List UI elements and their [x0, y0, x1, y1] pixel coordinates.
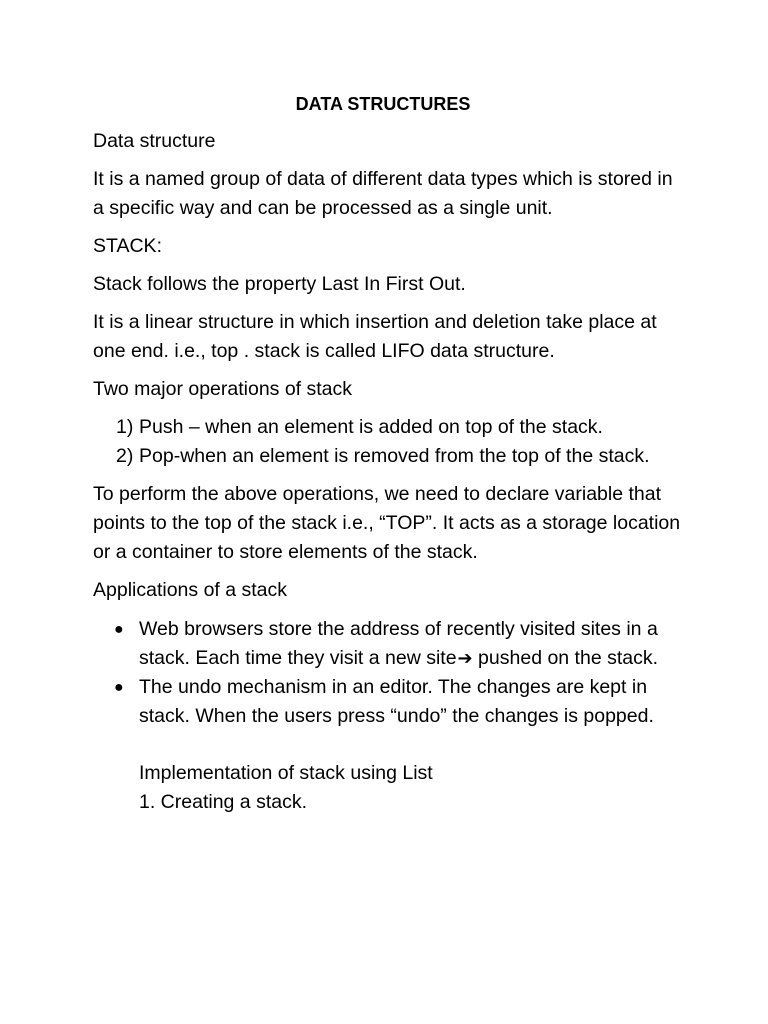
list-item [93, 413, 683, 442]
applications-list [93, 615, 683, 731]
implementation-step: 1. Creating a stack. [139, 791, 307, 813]
list-item-text: Web browsers store the address of recently visited sites in a stack. Each time they visit a new site [139, 618, 658, 669]
list-number: 1) [116, 416, 134, 438]
definition-paragraph: It is a named group of data of different data types which is stored in a specific way and can be processed as a single unit. [93, 168, 673, 219]
operations-list [93, 413, 683, 471]
stack-property-paragraph: Stack follows the property Last In First Out. [93, 273, 466, 295]
operations-heading: Two major operations of stack [93, 378, 353, 400]
top-paragraph: To perform the above operations, we need to declare variable that points to the top of the stack i.e., “TOP”. It acts as a storage location or a container to store elements of the stack. [93, 483, 681, 563]
list-number: 2) [116, 445, 134, 467]
list-item-text: Push – when an element is added on top of the stack. [139, 416, 603, 438]
implementation-block [93, 759, 683, 817]
list-item-text: pushed on the stack. [472, 647, 659, 669]
list-item [93, 442, 683, 471]
bullet-icon: ● [114, 679, 124, 696]
list-item-text: Pop-when an element is removed from the top of the stack. [139, 445, 650, 467]
heading-data-structure: Data structure [93, 130, 216, 152]
stack-linear-paragraph: It is a linear structure in which insertion and deletion take place at one end. i.e., top . stack is called LIFO data structure. [93, 311, 657, 362]
list-item-text: The undo mechanism in an editor. The changes are kept in stack. When the users press “undo” the changes is popped. [139, 676, 654, 727]
document-page [93, 90, 683, 817]
stack-heading: STACK: [93, 235, 162, 257]
document-title: DATA STRUCTURES [295, 94, 471, 114]
list-item [93, 673, 683, 731]
implementation-heading: Implementation of stack using List [139, 762, 433, 784]
bullet-icon: ● [114, 621, 124, 638]
applications-heading: Applications of a stack [93, 579, 288, 601]
arrow-right-icon: ➔ [457, 648, 473, 668]
list-item [93, 615, 683, 673]
